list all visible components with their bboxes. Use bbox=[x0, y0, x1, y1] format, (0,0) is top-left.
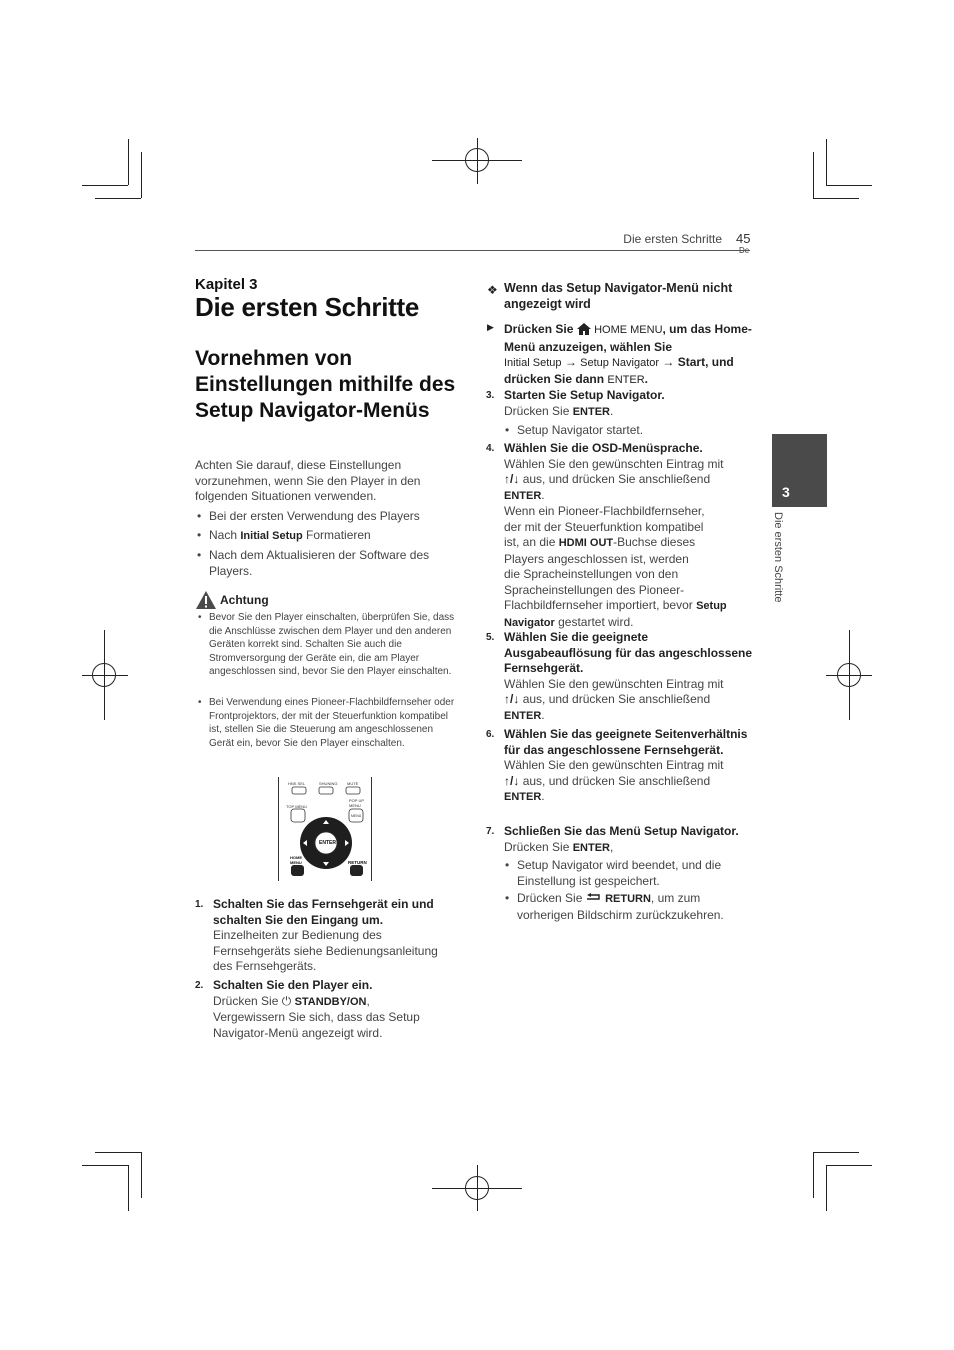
bullet: • bbox=[505, 858, 510, 872]
section-title: Vornehmen von Einstellungen mithilfe des Setup Navigator-Menüs bbox=[195, 347, 456, 422]
remote-label: HOME MENU bbox=[290, 855, 302, 865]
bullet: • bbox=[197, 509, 202, 523]
step-body: Einzelheiten zur Bedienung des Fernsehgeräts siehe Bedienungsanleitung des Fernsehgeräts. bbox=[213, 928, 438, 973]
list-item: • Nach dem Aktualisieren der Software des Players. bbox=[197, 548, 430, 578]
bullet: • bbox=[198, 697, 202, 708]
chapter-tab-label: Die ersten Schritte bbox=[772, 512, 784, 603]
power-icon: ⏻ bbox=[281, 993, 292, 1008]
caution-item: • Bevor Sie den Player einschalten, überprüfen Sie, dass die Anschlüsse zwischen dem Player und den anderen Geräten korrekt sind. Schalten Sie auch die Stromversorgung der Geräte ein, die am Player angeschlossen sind, bevor Sie den Player einschalten. bbox=[198, 612, 455, 677]
step-7: 7. Schließen Sie das Menü Setup Navigator. Drücken Sie ENTER, • Setup Navigator wird beendet, und die Einstellung ist gespeichert. • Drücken Sie RETURN, um zum vorherigen Bildschirm zurückzukehren. bbox=[504, 824, 754, 923]
diamond-icon: ❖ bbox=[487, 283, 498, 297]
intro-text: Achten Sie darauf, diese Einstellungen vorzunehmen, wenn Sie den Player in den folgenden Situationen verwenden. bbox=[195, 458, 421, 503]
chapter-label: Kapitel 3 bbox=[195, 276, 258, 293]
step-5: 5. Wählen Sie die geeignete Ausgabeauflösung für das angeschlossene Fernsehgerät. Wählen Sie den gewünschten Eintrag mit ↑/↓ aus, und drücken Sie anschließend ENTER. bbox=[486, 630, 753, 722]
remote-label: HNS SEL bbox=[288, 781, 306, 786]
bullet: • bbox=[197, 548, 202, 562]
bullet: • bbox=[197, 528, 202, 542]
chapter-tab-label-wrap bbox=[772, 512, 802, 632]
running-header: Die ersten Schritte bbox=[623, 232, 722, 246]
chapter-title: Die ersten Schritte bbox=[195, 292, 420, 322]
warning-icon bbox=[195, 590, 217, 610]
step-3: 3. Starten Sie Setup Navigator. Drücken Sie ENTER. • Setup Navigator startet. bbox=[504, 388, 754, 439]
chapter-tab bbox=[772, 434, 827, 507]
bullet: • bbox=[505, 891, 510, 905]
step-body: Vergewissern Sie sich, dass das Setup Navigator-Menü angezeigt wird. bbox=[213, 1010, 420, 1040]
up-down-arrow-icon: ↑/↓ bbox=[504, 472, 520, 486]
list-item: • Bei der ersten Verwendung des Players bbox=[197, 509, 420, 523]
remote-label: POP UP MENU bbox=[349, 798, 364, 808]
step-title: Schalten Sie den Player ein. bbox=[213, 978, 373, 992]
step-6: 6. Wählen Sie das geeignete Seitenverhältnis für das angeschlossene Fernsehgerät. Wählen Sie den gewünschten Eintrag mit ↑/↓ aus, und drücken Sie anschließend ENTER. bbox=[504, 727, 754, 806]
header-rule bbox=[195, 250, 750, 251]
page-number: 45 bbox=[736, 231, 751, 246]
step-title: Wählen Sie die geeignete Ausgabeauflösung für das angeschlossene Fernsehgerät. bbox=[504, 630, 753, 675]
bullet: • bbox=[505, 423, 510, 437]
return-icon bbox=[586, 892, 602, 908]
up-down-arrow-icon: ↑/↓ bbox=[504, 692, 520, 706]
step-title: Wählen Sie die OSD-Menüsprache. bbox=[504, 441, 703, 455]
step-title: Starten Sie Setup Navigator. bbox=[504, 388, 665, 402]
list-item: • Nach Initial Setup Formatieren bbox=[197, 528, 371, 542]
up-down-arrow-icon: ↑/↓ bbox=[504, 773, 520, 788]
step-title: Wählen Sie das geeignete Seitenverhältnis für das angeschlossene Fernsehgerät. bbox=[504, 727, 748, 757]
caution-label: Achtung bbox=[220, 593, 269, 607]
step-1: 1. Schalten Sie das Fernsehgerät ein und schalten Sie den Eingang um. Einzelheiten zur Bedienung des Fernsehgeräts siehe Bedienungsanleitung des Fernsehgeräts. bbox=[213, 897, 458, 975]
note-title: Wenn das Setup Navigator-Menü nicht angezeigt wird bbox=[504, 281, 733, 311]
remote-label: MUTE bbox=[347, 781, 359, 786]
step-title: Schalten Sie das Fernsehgerät ein und schalten Sie den Eingang um. bbox=[213, 897, 434, 927]
remote-label: RETURN bbox=[348, 860, 367, 865]
remote-label: TOP MENU bbox=[286, 804, 307, 809]
step-title: Schließen Sie das Menü Setup Navigator. bbox=[504, 824, 739, 838]
step-4: 4. Wählen Sie die OSD-Menüsprache. Wählen Sie den gewünschten Eintrag mit ↑/↓ aus, und drücken Sie anschließend ENTER. Wenn ein Pioneer-Flachbildfernseher, der mit der Steuerfunktion kompatibel ist, an die HDMI OUT-Buchse dieses Players angeschlossen ist, werden die Spracheinstellungen von den Spracheinstellungen des Pioneer- Flachbildfernseher importiert, bevor Setup Navigator gestartet wird. bbox=[504, 441, 754, 631]
remote-enter-label: ENTER bbox=[319, 840, 336, 846]
step-2: 2. Schalten Sie den Player ein. Drücken Sie ⏻ STANDBY/ON, Vergewissern Sie sich, dass das Setup Navigator-Menü angezeigt wird. bbox=[213, 978, 458, 1041]
remote-label: SHUNING bbox=[319, 781, 338, 786]
caution-item: • Bei Verwendung eines Pioneer-Flachbildfernseher oder Frontprojektors, der mit der Steuerfunktion kompatibel ist, stellen Sie die Steuerung am angeschlossenen Gerät ein, bevor Sie den Player einschalten. bbox=[198, 697, 455, 749]
note-body: Drücken Sie HOME MENU, um das Home-Menü anzuzeigen, wählen Sie Initial Setup → Setup Navigator → Start, und drücken Sie dann ENTER. bbox=[504, 322, 752, 386]
triangle-bullet-icon: ▶ bbox=[487, 322, 494, 332]
bullet: • bbox=[198, 612, 202, 623]
chapter-tab-number: 3 bbox=[782, 484, 790, 500]
remote-label: MENU bbox=[351, 814, 362, 818]
remote-illustration bbox=[278, 777, 372, 881]
home-icon bbox=[577, 323, 591, 340]
